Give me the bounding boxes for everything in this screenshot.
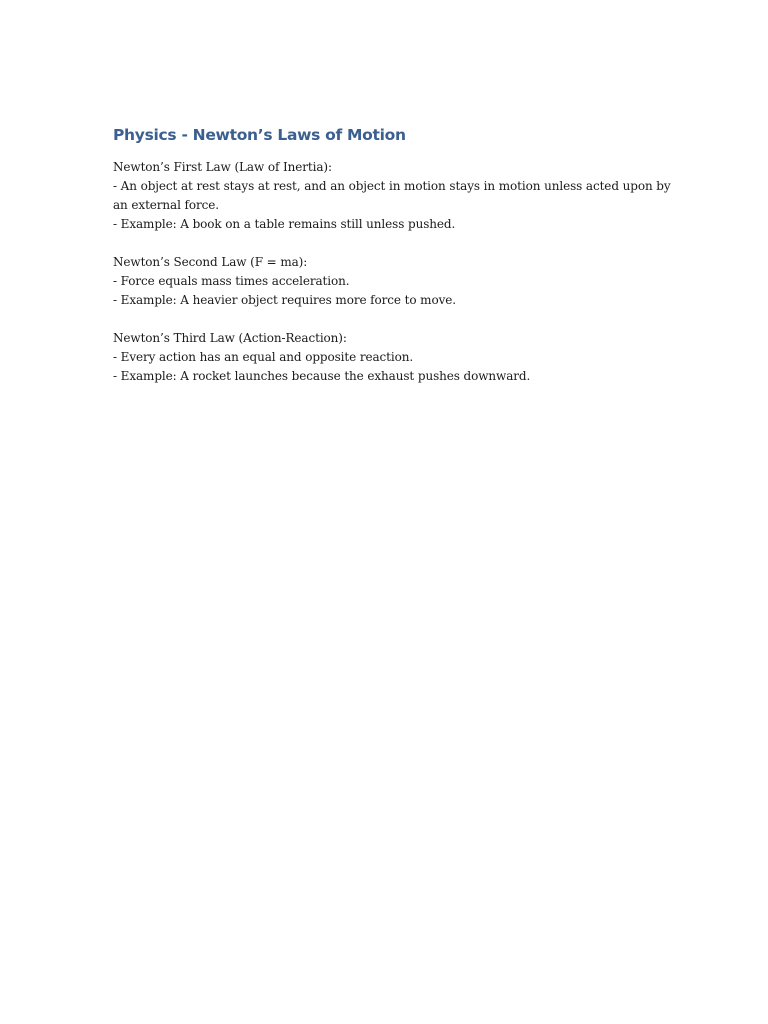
bullet-line: - Every action has an equal and opposite reaction. xyxy=(113,350,414,364)
section-heading: Newton’s Third Law (Action-Reaction): xyxy=(113,331,347,345)
bullet-line: - Example: A heavier object requires more force to move. xyxy=(113,293,456,307)
bullet-line: - An object at rest stays at rest, and an object in motion stays in motion unless acted upon by an external force. xyxy=(113,179,671,212)
section-heading: Newton’s First Law (Law of Inertia): xyxy=(113,160,332,174)
document-body xyxy=(113,124,673,386)
page-title: Physics - Newton’s Laws of Motion xyxy=(113,126,406,144)
bullet-line: - Example: A rocket launches because the exhaust pushes downward. xyxy=(113,369,531,383)
section-heading: Newton’s Second Law (F = ma): xyxy=(113,255,308,269)
bullet-line: - Force equals mass times acceleration. xyxy=(113,274,350,288)
section-third-law xyxy=(113,329,673,386)
section-second-law xyxy=(113,253,673,310)
bullet-line: - Example: A book on a table remains still unless pushed. xyxy=(113,217,456,231)
section-first-law xyxy=(113,158,673,234)
